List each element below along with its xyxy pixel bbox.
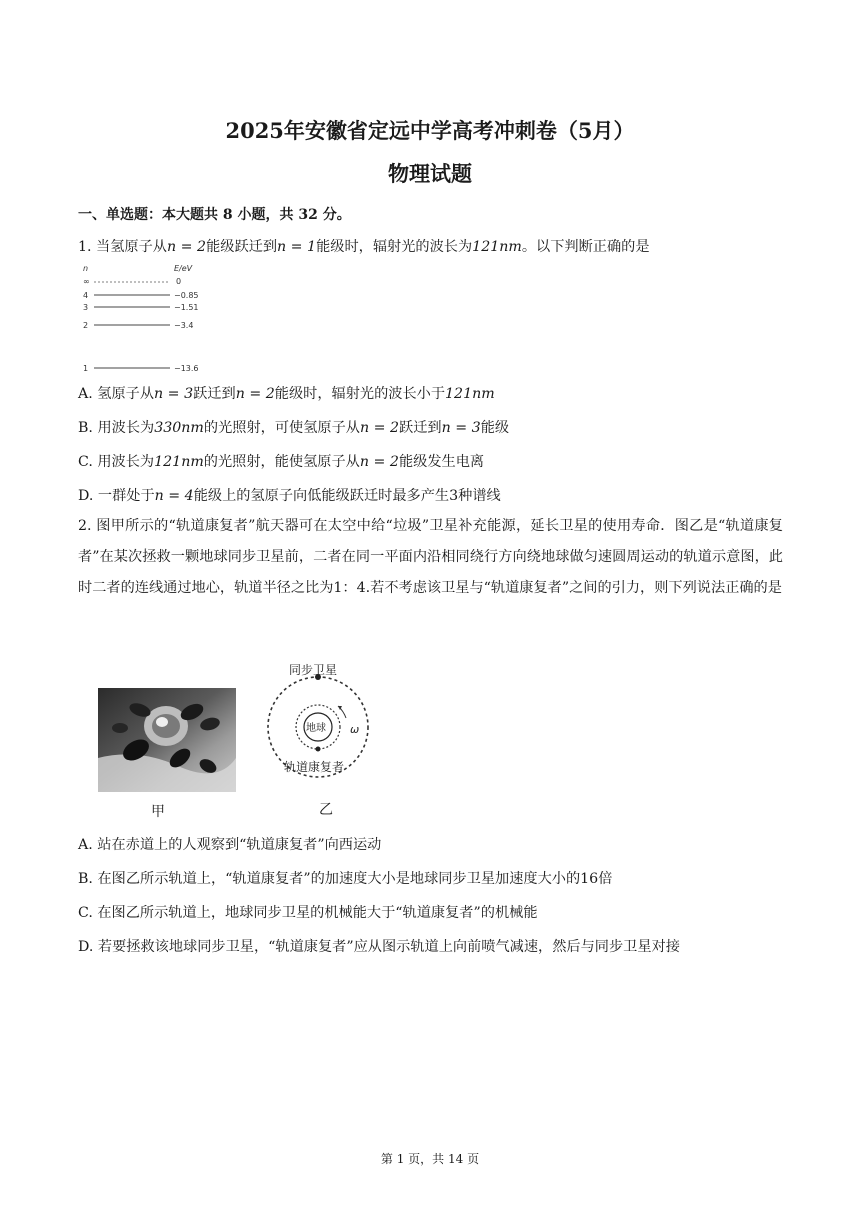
energy-level-diagram (80, 262, 210, 374)
level-n-1: 1 (83, 364, 89, 373)
orbit-diagram (262, 660, 382, 780)
section-heading: 一、单选题：本大题共 8 小题，共 32 分。 (78, 207, 351, 223)
level-n-2: 2 (83, 321, 89, 330)
level-n-3: 3 (83, 303, 89, 312)
q1-option-c[interactable]: C. 用波长为121nm的光照射，能使氢原子从n = 2能级发生电离 (78, 454, 485, 470)
level-e-inf: 0 (176, 277, 182, 286)
q2-option-d[interactable]: D. 若要拯救该地球同步卫星，“轨道康复者”应从图示轨道上向前喷气减速，然后与同步卫星对接 (78, 939, 680, 955)
label-earth: 地球 (306, 723, 326, 734)
q1-option-d[interactable]: D. 一群处于n = 4能级上的氢原子向低能级跃迁时最多产生3种谱线 (78, 488, 501, 504)
q1-option-a[interactable]: A. 氢原子从n = 3跃迁到n = 2能级时，辐射光的波长小于121nm (78, 386, 495, 402)
level-e-3: −1.51 (174, 303, 199, 312)
diagram-col-e: E/eV (174, 264, 193, 273)
exam-subtitle: 物理试题 (388, 161, 472, 186)
spacecraft-photo (98, 688, 236, 792)
diagram-col-n: n (83, 264, 89, 273)
level-e-2: −3.4 (174, 321, 194, 330)
q2-option-c[interactable]: C. 在图乙所示轨道上，地球同步卫星的机械能大于“轨道康复者”的机械能 (78, 905, 538, 921)
figure-label-jia: 甲 (151, 804, 165, 820)
q2-option-b[interactable]: B. 在图乙所示轨道上，“轨道康复者”的加速度大小是地球同步卫星加速度大小的16倍 (78, 871, 613, 887)
figure-label-yi: 乙 (319, 802, 333, 818)
level-n-inf: ∞ (83, 277, 90, 286)
q1-stem: 1. 当氢原子从n = 2能级跃迁到n = 1能级时，辐射光的波长为121nm。以下判断正确的是 (78, 239, 650, 255)
page-footer: 第 1 页，共 14 页 (380, 1152, 480, 1166)
label-sync-satellite: 同步卫星 (289, 663, 338, 677)
q2-option-a[interactable]: A. 站在赤道上的人观察到“轨道康复者”向西运动 (78, 837, 382, 853)
exam-title: 2025年安徽省定远中学高考冲刺卷（5月） (225, 118, 635, 143)
label-omega: ω (350, 723, 360, 736)
level-n-4: 4 (83, 291, 89, 300)
kfz-dot (316, 747, 321, 752)
label-kfz: 轨道康复者 (284, 760, 345, 774)
level-e-1: −13.6 (174, 364, 199, 373)
level-e-4: −0.85 (174, 291, 199, 300)
q2-stem: 2. 图甲所示的“轨道康复者”航天器可在太空中给“垃圾”卫星补充能源，延长卫星的使用寿命．图乙是“轨道康复者”在某次拯救一颗地球同步卫星前，二者在同一平面内沿相同绕行方向绕地球做匀速圆周运动的轨道示意图，此时二者的连线通过地心，轨道半径之比为1：4.若不考虑该卫星与“轨道康复者”之间的引力，则下列说法正确的是 (78, 518, 783, 596)
q1-option-b[interactable]: B. 用波长为330nm的光照射，可使氢原子从n = 2跃迁到n = 3能级 (78, 420, 510, 436)
